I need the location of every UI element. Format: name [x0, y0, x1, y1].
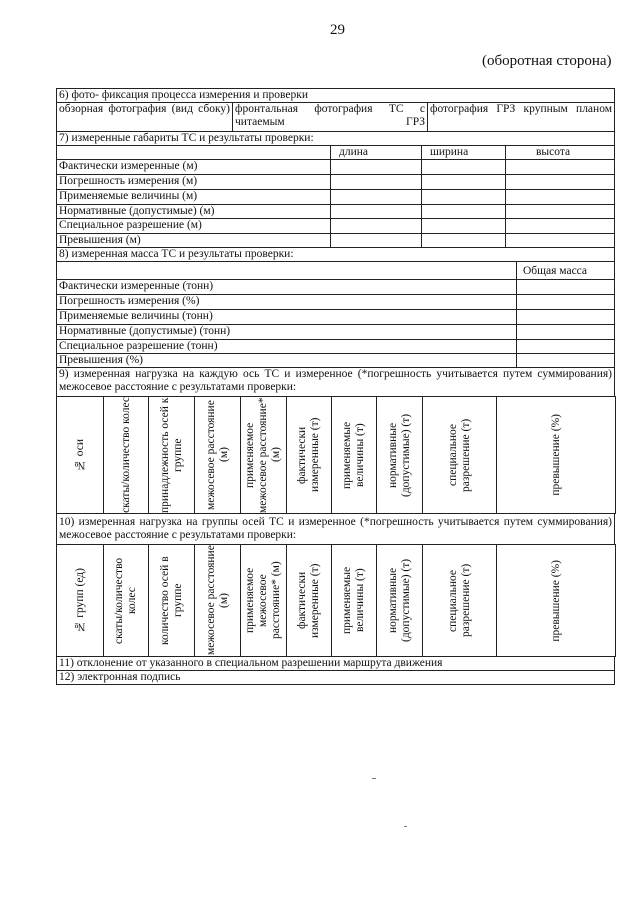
s7-row-label: Превышения (м) — [56, 233, 331, 248]
s7-title: 7) измеренные габариты ТС и результаты проверки: — [56, 131, 615, 146]
s12-title: 12) электронная подпись — [56, 670, 615, 685]
s7-cell-length — [330, 189, 422, 205]
s10-col-header-label: применяемое межосевое расстояние* (м) — [244, 561, 282, 640]
s10-col-header — [148, 544, 195, 657]
scan-speck — [372, 778, 376, 779]
s7-cell-width — [421, 218, 506, 234]
s9-col-header-label: применяемое межосевое расстояние* (м) — [244, 397, 282, 513]
s9-col-header-label: нормативные (допустимые) (т) — [386, 413, 412, 497]
s8-cell-total-mass — [516, 309, 615, 325]
s10-col-header — [422, 544, 497, 657]
s10-col-header-label: специальное разрешение (т) — [446, 563, 472, 638]
s7-cell-width — [421, 174, 506, 190]
s7-cell-width — [421, 159, 506, 175]
s7-cell-length — [330, 233, 422, 248]
s7-cell-height — [505, 159, 615, 175]
s8-cell-total-mass — [516, 279, 615, 295]
s8-row-label: Превышения (%) — [56, 353, 517, 368]
s7-col-height: высота — [505, 145, 615, 160]
s9-col-header — [103, 396, 149, 514]
s10-col-header-label: скаты/количество колес — [113, 557, 138, 644]
s9-col-header — [376, 396, 423, 514]
s10-col-header-label: межосевое расстояние (м) — [204, 545, 230, 656]
s7-cell-width — [421, 204, 506, 219]
s9-col-header — [331, 396, 377, 514]
s7-cell-width — [421, 189, 506, 205]
s7-cell-height — [505, 233, 615, 248]
s9-col-header — [496, 396, 616, 514]
s10-col-header-label: № групп (ед) — [73, 568, 86, 633]
s10-col-header-label: превышение (%) — [549, 559, 562, 642]
s8-header-blank — [56, 261, 517, 280]
s10-title: 10) измеренная нагрузка на группы осей ТС и измеренное (*погрешность учитывается путем суммирования) межосевое расстояние с результатами проверки: — [56, 513, 615, 545]
s7-cell-length — [330, 204, 422, 219]
s10-col-header-label: количество осей в группе — [158, 556, 184, 645]
s7-cell-length — [330, 174, 422, 190]
s7-cell-height — [505, 174, 615, 190]
s7-cell-height — [505, 189, 615, 205]
s8-col-total-mass: Общая масса — [516, 261, 615, 280]
s6-photo-plate: фотография ГРЗ крупным планом — [427, 102, 615, 132]
s6-title: 6) фото- фиксация процесса измерения и проверки — [56, 88, 615, 103]
s9-col-header — [148, 396, 195, 514]
s8-cell-total-mass — [516, 294, 615, 310]
s7-row-label: Погрешность измерения (м) — [56, 174, 331, 190]
s7-row-label: Нормативные (допустимые) (м) — [56, 204, 331, 219]
s9-col-header-label: принадлежность осей к группе — [158, 397, 184, 513]
s7-header-blank — [56, 145, 331, 160]
s11-title: 11) отклонение от указанного в специальном разрешении маршрута движения — [56, 656, 615, 671]
s9-col-header — [194, 396, 241, 514]
s8-title: 8) измеренная масса ТС и результаты проверки: — [56, 247, 615, 262]
s7-row-label: Специальное разрешение (м) — [56, 218, 331, 234]
s9-col-header — [56, 396, 104, 514]
s7-cell-length — [330, 159, 422, 175]
s8-cell-total-mass — [516, 353, 615, 368]
s10-col-header — [376, 544, 423, 657]
s10-col-header — [240, 544, 287, 657]
s10-col-header — [56, 544, 104, 657]
s7-col-length: длина — [330, 145, 422, 160]
s10-col-header-label: применяемые величины (т) — [341, 566, 366, 635]
s8-row-label: Нормативные (допустимые) (тонн) — [56, 324, 517, 340]
s7-cell-height — [505, 204, 615, 219]
s9-col-header-label: № оси — [73, 438, 86, 472]
s9-col-header-label: специальное разрешение (т) — [446, 418, 472, 492]
s7-cell-length — [330, 218, 422, 234]
s7-cell-height — [505, 218, 615, 234]
s9-col-header-label: межосевое расстояние (м) — [204, 400, 230, 510]
s9-col-header — [422, 396, 497, 514]
s7-row-label: Применяемые величины (м) — [56, 189, 331, 205]
s10-col-header-label: фактически измеренные (т) — [296, 563, 321, 638]
scan-speck — [404, 826, 407, 827]
s8-row-label: Специальное разрешение (тонн) — [56, 339, 517, 354]
s9-col-header — [286, 396, 332, 514]
s9-col-header-label: скаты/количество колес — [119, 397, 132, 513]
page-number: 29 — [330, 22, 345, 38]
s8-cell-total-mass — [516, 339, 615, 354]
s9-col-header-label: применяемые величины (т) — [341, 421, 366, 489]
s10-col-header — [331, 544, 377, 657]
s8-cell-total-mass — [516, 324, 615, 340]
s8-row-label: Фактически измеренные (тонн) — [56, 279, 517, 295]
s8-row-label: Применяемые величины (тонн) — [56, 309, 517, 325]
s10-col-header — [286, 544, 332, 657]
s9-col-header-label: фактически измеренные (т) — [296, 417, 321, 493]
s10-col-header — [496, 544, 616, 657]
s10-col-header-label: нормативные (допустимые) (т) — [386, 558, 412, 643]
s10-col-header — [194, 544, 241, 657]
s7-cell-width — [421, 233, 506, 248]
s10-col-header — [103, 544, 149, 657]
s9-col-header-label: превышение (%) — [549, 414, 562, 496]
s7-row-label: Фактически измеренные (м) — [56, 159, 331, 175]
s9-title: 9) измеренная нагрузка на каждую ось ТС и измеренное (*погрешность учитывается путем суммирования) межосевое расстояние с результатами проверки: — [56, 367, 615, 397]
s7-col-width: ширина — [421, 145, 506, 160]
s6-photo-front: фронтальная фотография ТС с читаемым ГРЗ — [232, 102, 428, 132]
side-note: (оборотная сторона) — [482, 53, 612, 69]
s6-photo-side: обзорная фотография (вид сбоку) — [56, 102, 233, 132]
s9-col-header — [240, 396, 287, 514]
s8-row-label: Погрешность измерения (%) — [56, 294, 517, 310]
